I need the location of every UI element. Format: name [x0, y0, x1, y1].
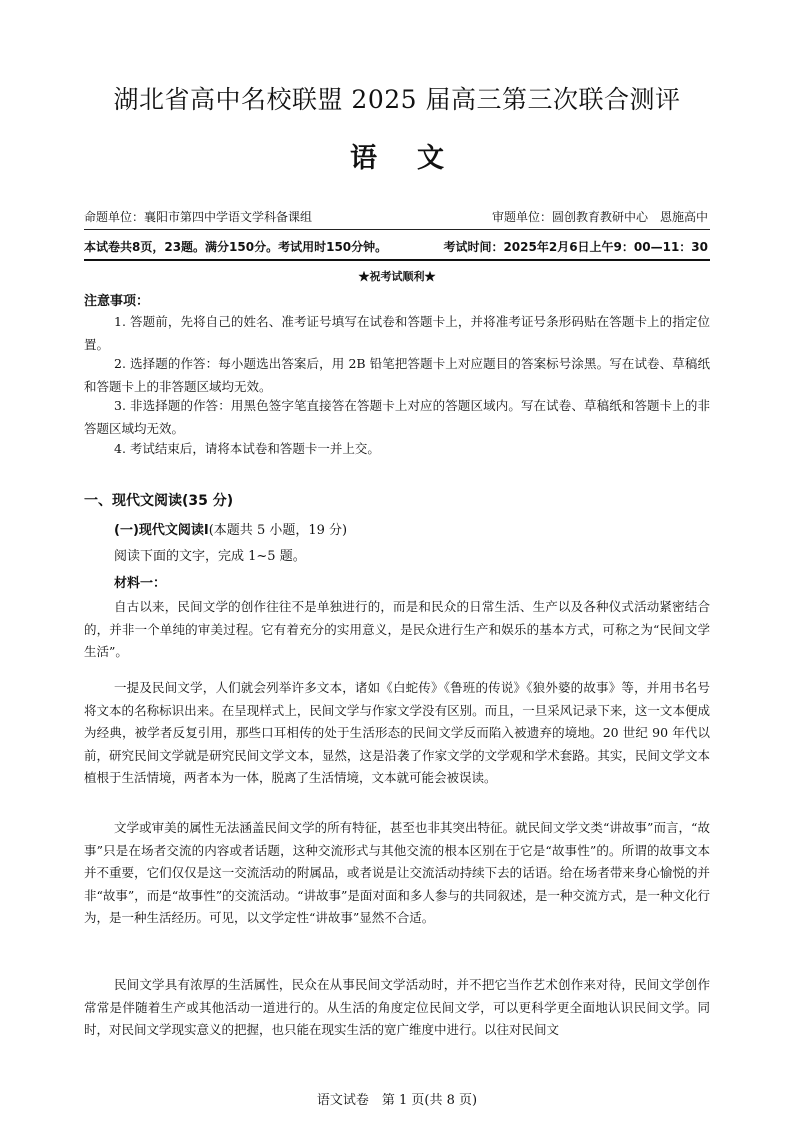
page-footer: 语文试卷 第 1 页(共 8 页)	[316, 1093, 478, 1108]
notice-item-1: 1. 答题前，先将自己的姓名、准考证号填写在试卷和答题卡上，并将准考证号条形码贴在答题卡上的指定位置。	[84, 314, 710, 352]
paragraph-3: 文学或审美的属性无法涵盖民间文学的所有特征，甚至也非其突出特征。就民间文学文类“讲故事”而言，“故事”只是在场者交流的内容或者话题，这种交流形式与其他交流的根本区别在于它是“故事性”的。所谓的故事文本并不重要，它们仅仅是这一交流活动的附属品，或者说是让交流活动持续下去的话语。给在场者带来身心愉悦的并非“故事”，而是“故事性”的交流活动。“讲故事”是面对面和多人参与的共同叙述，是一种交流方式，是一种文化行为，是一种生活经历。可见，以文学定性“讲故事”显然不合适。	[84, 820, 710, 925]
subject-title: 语文	[350, 143, 484, 174]
reviewer-unit: 审题单位：圆创教育教研中心 恩施高中	[491, 210, 708, 224]
header-divider	[84, 229, 710, 230]
notice-item-3: 3. 非选择题的作答：用黑色签字笔直接答在答题卡上对应的答题区域内。写在试卷、草稿纸和答题卡上的非答题区域均无效。	[84, 398, 710, 436]
paragraph-4: 民间文学具有浓厚的生活属性，民众在从事民间文学活动时，并不把它当作艺术创作来对待，民间文学创作常常是伴随着生产或其他活动一道进行的。从生活的角度定位民间文学，可以更科学更全面地认识民间文学。同时，对民间文学现实意义的把握，也只能在现实生活的宽广维度中进行。以往对民间文	[84, 977, 710, 1037]
subsection-heading	[114, 519, 347, 538]
paragraph-1: 自古以来，民间文学的创作往往不是单独进行的，而是和民众的日常生活、生产以及各种仪式活动紧密结合的，并非一个单纯的审美过程。它有着充分的实用意义，是民众进行生产和娱乐的基本方式，可称之为“民间文学生活”。	[84, 599, 710, 659]
exam-time: 考试时间：2025年2月6日上午9：00—11：30	[443, 240, 708, 254]
subsection-note: (本题共 5 小题，19 分)	[208, 523, 348, 538]
notice-item-2: 2. 选择题的作答：每小题选出答案后，用 2B 铅笔把答题卡上对应题目的答案标号涂黑。写在试卷、草稿纸和答题卡上的非答题区域均无效。	[84, 356, 710, 394]
good-luck-banner: ★祝考试顺利★	[358, 270, 436, 283]
proposer-unit: 命题单位：襄阳市第四中学语文学科备课组	[84, 210, 313, 224]
info-divider	[84, 259, 710, 261]
section-heading: 一、现代文阅读(35 分)	[84, 493, 234, 509]
paragraph-2: 一提及民间文学，人们就会列举许多文本，诸如《白蛇传》《鲁班的传说》《狼外婆的故事》等，并用书名号将文本的名称标识出来。在呈现样式上，民间文学与作家文学没有区别。而且，一旦采风记录下来，这一文本便成为经典，被学者反复引用，那些口耳相传的处于生活形态的民间文学反而陷入被遗弃的境地。20 世纪 90 年代以前，研究民间文学就是研究民间文学文本，显然，这是沿袭了作家文学的文学观和学术套路。其实，民间文学文本植根于生活情境，两者本为一体，脱离了生活情境，文本就可能会被误读。	[84, 680, 710, 785]
subsection-label: (一)现代文阅读Ⅰ	[114, 523, 209, 538]
exam-info: 本试卷共8页，23题。满分150分。考试用时150分钟。	[84, 240, 388, 254]
reading-instruction: 阅读下面的文字，完成 1~5 题。	[114, 549, 306, 564]
notice-heading: 注意事项：	[84, 294, 150, 309]
material-label: 材料一：	[114, 576, 167, 591]
exam-title: 湖北省高中名校联盟 2025 届高三第三次联合测评	[113, 85, 681, 114]
notice-item-4: 4. 考试结束后，请将本试卷和答题卡一并上交。	[114, 441, 380, 456]
